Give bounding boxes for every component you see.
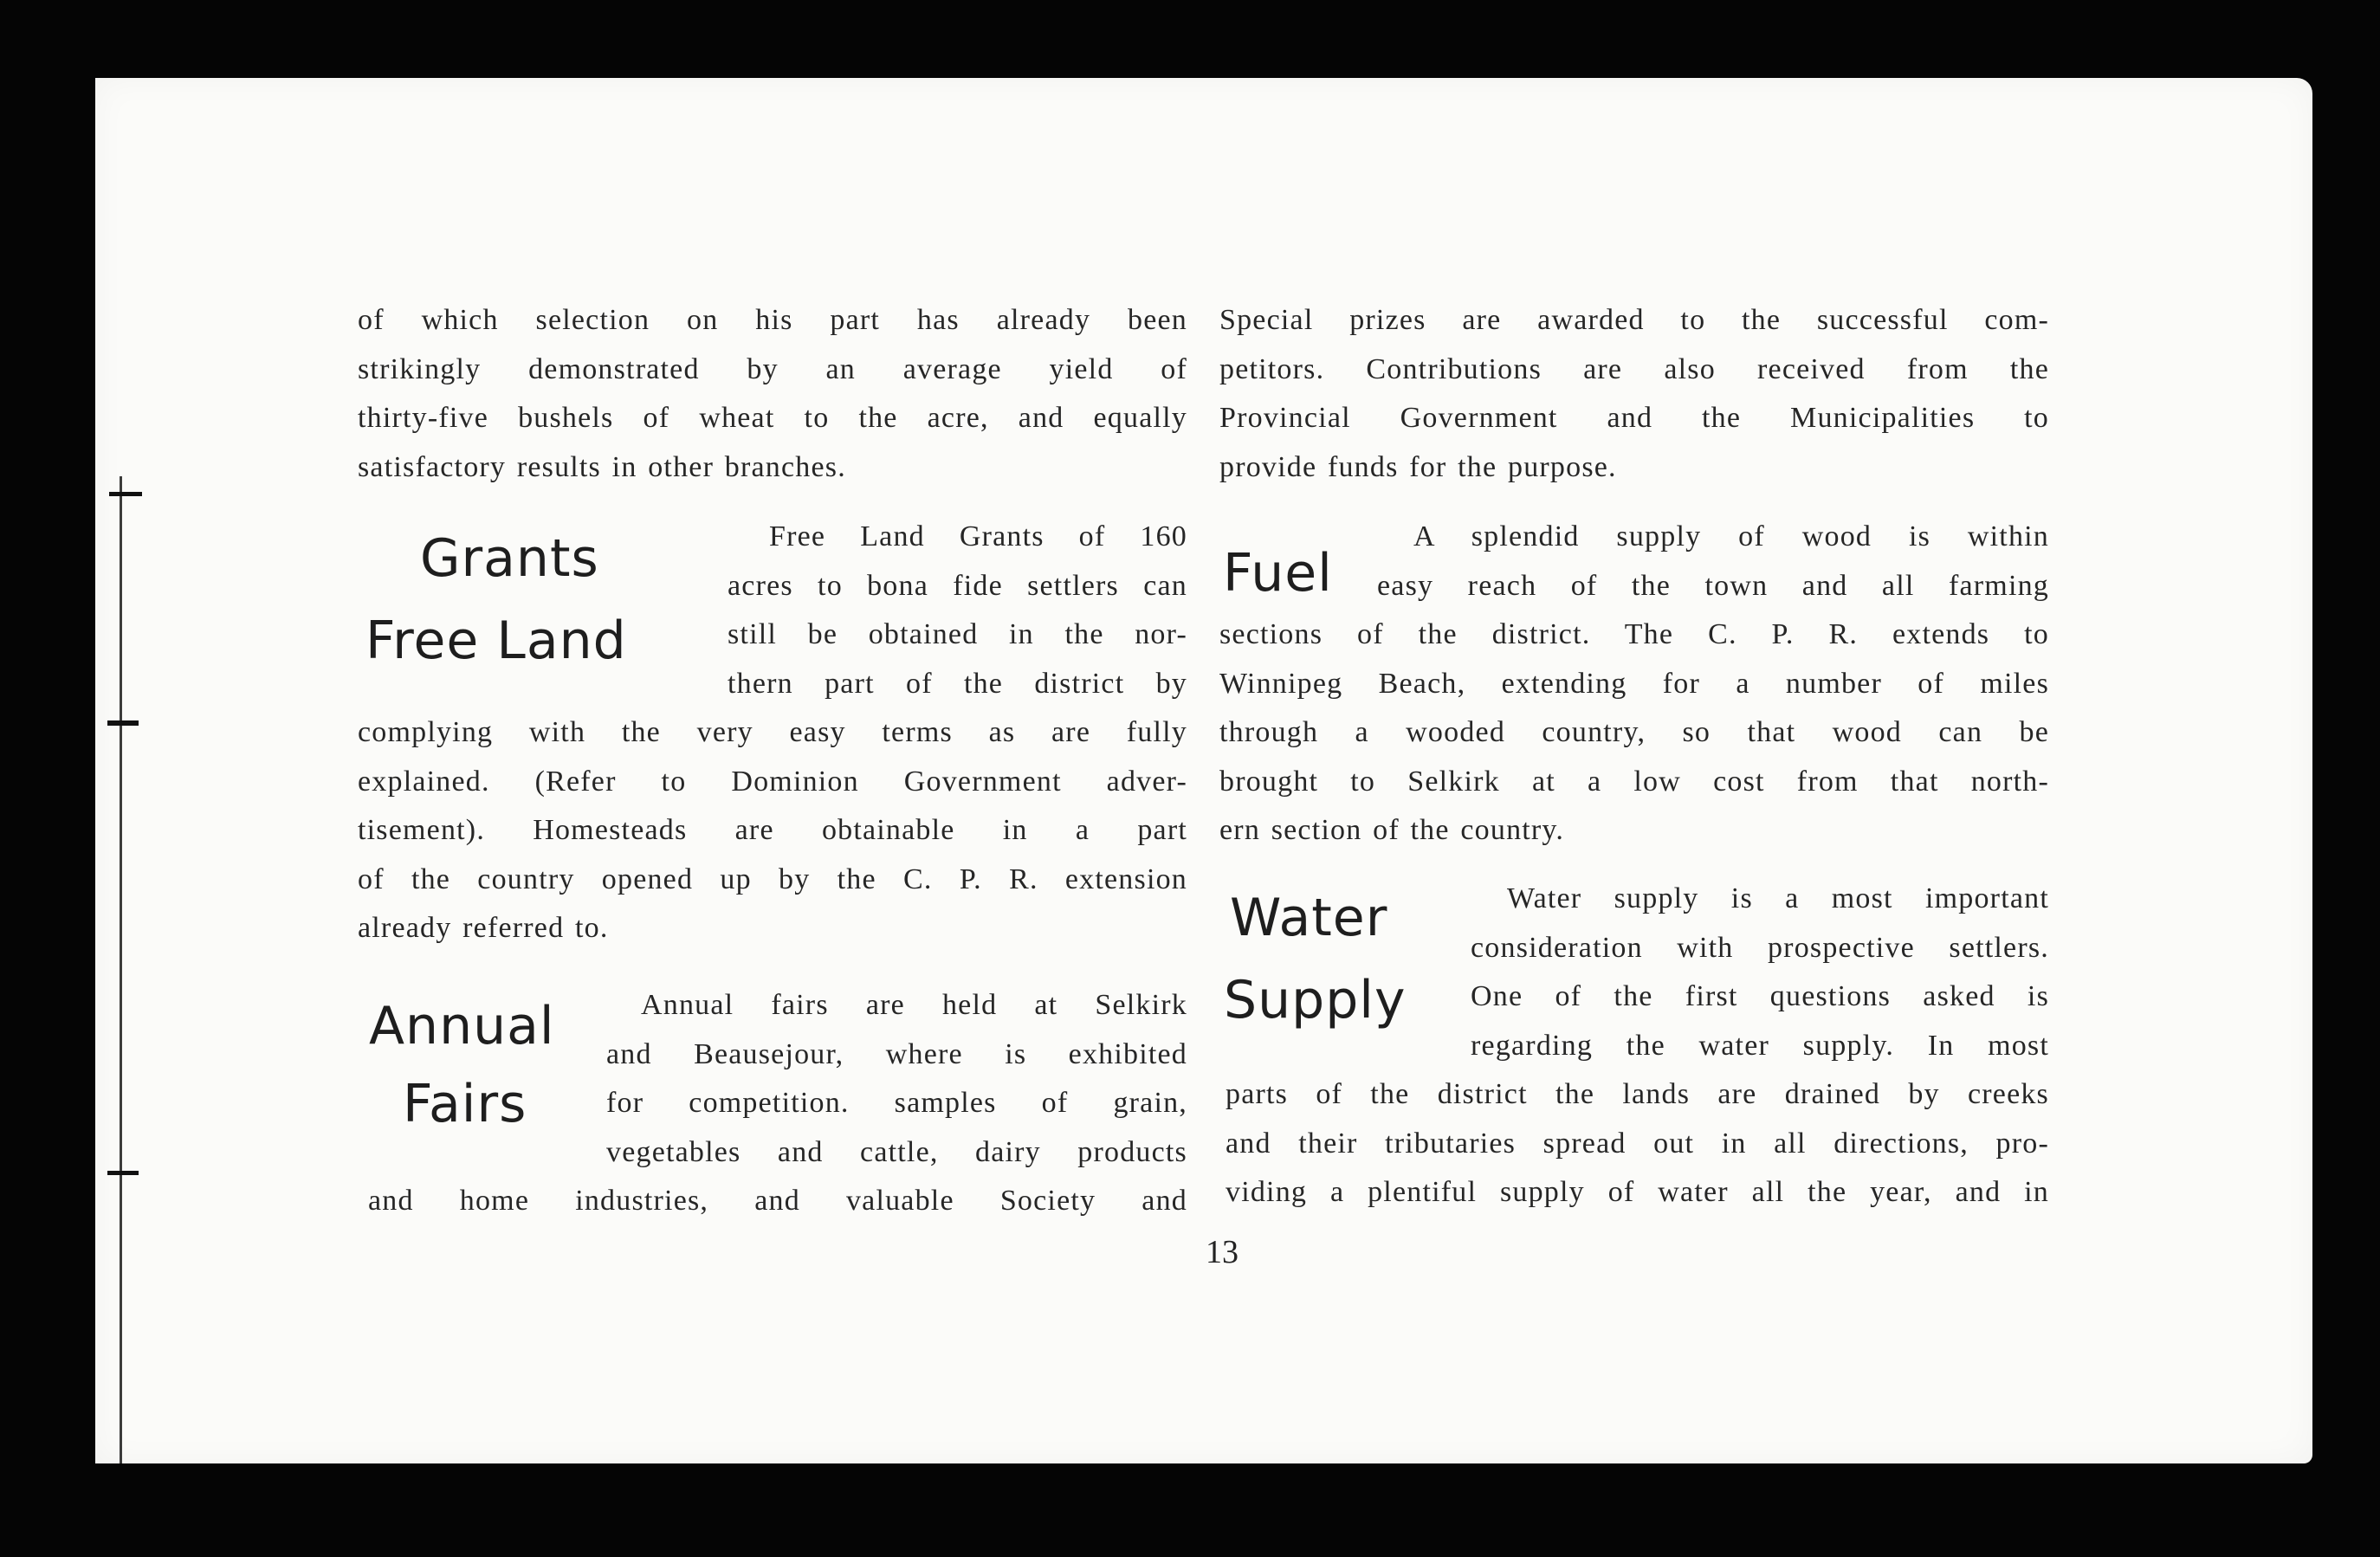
edge-mark — [109, 492, 142, 496]
text-line: of the country opened up by the C. P. R. extension — [358, 862, 1187, 895]
fuel-paragraph-full — [1219, 611, 2049, 856]
text-line: satisfactory results in other branches. — [358, 450, 846, 483]
text-line: and their tributaries spread out in all directions, pro- — [1226, 1127, 2049, 1160]
text-line: and Beausejour, where is exhibited — [606, 1037, 1187, 1070]
binding-edge — [120, 476, 122, 1463]
section-heading-supply: Supply — [1224, 970, 1407, 1030]
section-heading-fairs: Fairs — [403, 1074, 527, 1134]
text-line: strikingly demonstrated by an average yield of — [358, 352, 1187, 385]
text-line: Annual fairs are held at Selkirk — [641, 989, 1187, 1021]
book-page — [95, 78, 2312, 1463]
text-line: still be obtained in the nor- — [728, 618, 1187, 650]
text-line: thern part of the district by — [728, 667, 1187, 700]
text-line: parts of the district the lands are drained by creeks — [1226, 1078, 2049, 1110]
fairs-paragraph-full — [368, 1177, 1187, 1226]
text-line: Water supply is a most important — [1507, 882, 2049, 914]
grants-paragraph-full — [358, 708, 1187, 953]
water-paragraph-full — [1226, 1070, 2049, 1218]
text-line: sections of the district. The C. P. R. extends to — [1219, 618, 2049, 650]
section-heading-free-land: Free Land — [365, 611, 627, 671]
text-line: easy reach of the town and all farming — [1377, 569, 2049, 602]
text-line: regarding the water supply. In most — [1471, 1029, 2049, 1062]
section-heading-grants: Grants — [420, 528, 599, 589]
right-column — [1219, 296, 2049, 492]
text-line: acres to bona fide settlers can — [728, 569, 1187, 602]
text-line: already referred to. — [358, 912, 609, 944]
section-heading-annual: Annual — [369, 996, 555, 1056]
text-line: Winnipeg Beach, extending for a number of miles — [1219, 667, 2049, 700]
text-line: complying with the very easy terms as are fully — [358, 716, 1187, 748]
text-line: vegetables and cattle, dairy products — [606, 1135, 1187, 1168]
fairs-paragraph-indented — [606, 981, 1187, 1177]
edge-mark — [107, 720, 139, 726]
text-line: Free Land Grants of 160 — [769, 520, 1187, 552]
text-line: explained. (Refer to Dominion Government adver- — [358, 765, 1187, 798]
text-line: Provincial Government and the Municipalities to — [1219, 402, 2049, 434]
text-line: consideration with prospective settlers. — [1471, 931, 2049, 964]
text-line: One of the first questions asked is — [1471, 980, 2049, 1012]
water-paragraph-indented — [1471, 875, 2049, 1070]
text-line: and home industries, and valuable Society and — [368, 1185, 1187, 1217]
text-line: A splendid supply of wood is within — [1413, 520, 2049, 552]
text-line: Special prizes are awarded to the successful com- — [1219, 304, 2049, 336]
page-number: 13 — [1206, 1234, 1239, 1270]
section-heading-water: Water — [1230, 888, 1388, 948]
text-line: ern section of the country. — [1219, 814, 1565, 846]
text-line: brought to Selkirk at a low cost from that north- — [1219, 765, 2049, 798]
text-line: provide funds for the purpose. — [1219, 450, 1617, 483]
text-line: of which selection on his part has already been — [358, 304, 1187, 336]
edge-mark — [107, 1171, 139, 1175]
text-line: tisement). Homesteads are obtainable in a part — [358, 814, 1187, 846]
text-line: thirty-five bushels of wheat to the acre, and equally — [358, 402, 1187, 434]
text-line: viding a plentiful supply of water all the year, and in — [1226, 1176, 2049, 1208]
grants-paragraph-indented — [728, 513, 1187, 708]
section-heading-fuel: Fuel — [1223, 543, 1333, 604]
text-line: for competition. samples of grain, — [606, 1087, 1187, 1119]
text-line: petitors. Contributions are also received from the — [1219, 352, 2049, 385]
text-line: through a wooded country, so that wood can be — [1219, 716, 2049, 748]
fuel-paragraph-indented — [1377, 513, 2049, 611]
left-column — [358, 296, 1187, 492]
